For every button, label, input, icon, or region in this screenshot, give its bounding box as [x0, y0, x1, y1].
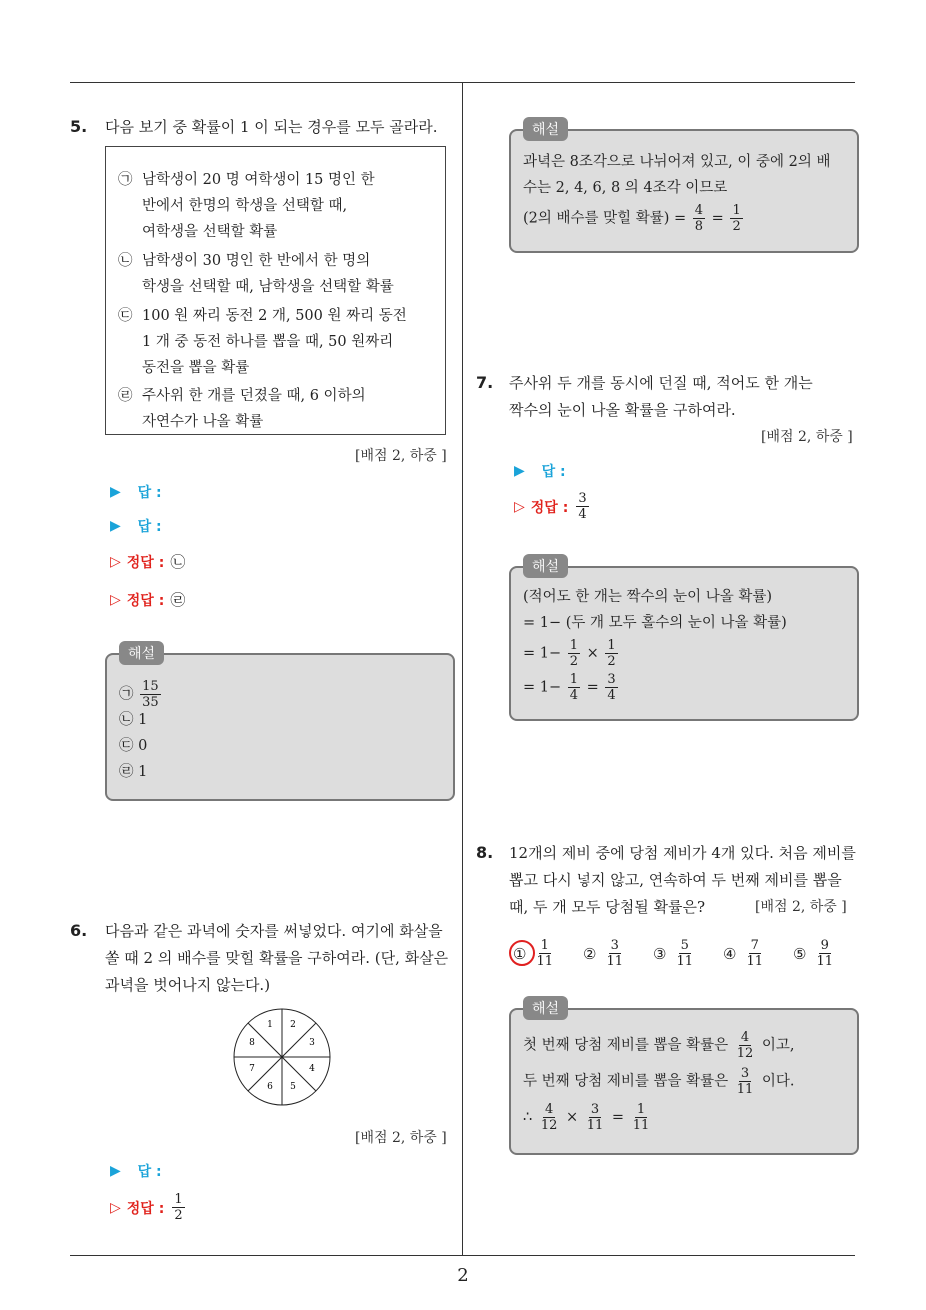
q5-choice-2: ㉡ 남학생이 30 명인 한 반에서 한 명의 학생을 선택할 때, 남학생을 선택할 확률: [118, 253, 394, 295]
target-number: 2: [290, 1020, 296, 1030]
page-number: 2: [457, 1265, 469, 1286]
q5-sol-3: ㉢ 0: [119, 738, 148, 754]
q6-meta: [배점 2, 하중 ]: [355, 1130, 447, 1146]
target-number: 1: [267, 1020, 273, 1030]
q7-number: 7.: [476, 373, 494, 392]
q8-option-1[interactable]: ① $\frac{1}{11}$: [513, 938, 553, 969]
q5-text: 다음 보기 중 확률이 1 이 되는 경우를 모두 골라라.: [105, 118, 438, 136]
q6-answer[interactable]: ▶ 답 :: [110, 1163, 162, 1180]
q5-solution-box: [105, 653, 455, 801]
q8-solution-box: [509, 1008, 859, 1155]
q6-text: 다음과 같은 과녁에 숫자를 써넣었다. 여기에 화살을 쏠 때 2 의 배수를 맞힐 확률을 구하여라. (단, 화살은 과녁을 벗어나지 않는다.): [105, 922, 449, 994]
q6-target-diagram: [232, 1007, 332, 1107]
q5-solution-tab: 해설: [119, 641, 164, 665]
q6-solution-box: [509, 129, 859, 253]
q8-option-4[interactable]: ④ $\frac{7}{11}$: [723, 938, 763, 969]
q5-sol-2: ㉡ 1: [119, 712, 148, 728]
open-triangle-icon: ▷: [110, 553, 121, 570]
q7-sol-line2: = 1− (두 개 모두 홀수의 눈이 나올 확률): [523, 615, 787, 631]
q7-solution-tab: 해설: [523, 554, 568, 578]
target-number: 4: [309, 1064, 315, 1074]
open-triangle-icon: ▷: [110, 1199, 121, 1216]
filled-triangle-icon: ▶: [514, 463, 525, 479]
q5-sol-1: ㉠ $\frac{15}{35}$: [119, 679, 159, 710]
q8-text: 12개의 제비 중에 당첨 제비가 4개 있다. 처음 제비를 뽑고 다시 넣지 않고, 연속하여 두 번째 제비를 뽑을 때, 두 개 모두 당첨될 확률은?: [509, 844, 856, 916]
q5-choice-box: [105, 146, 446, 435]
target-number: 8: [249, 1038, 255, 1048]
q5-meta: [배점 2, 하중 ]: [355, 448, 447, 464]
q8-option-5[interactable]: ⑤ $\frac{9}{11}$: [793, 938, 833, 969]
filled-triangle-icon: ▶: [110, 1163, 121, 1179]
q7-sol-line3: = 1− $\frac{1}{2}$ × $\frac{1}{2}$: [523, 638, 616, 669]
q6-solution-tab: 해설: [523, 117, 568, 141]
filled-triangle-icon: ▶: [110, 518, 121, 534]
q5-number: 5.: [70, 117, 88, 136]
q8-sol-line2: 두 번째 당첨 제비를 뽑을 확률은 $\frac{3}{11}$ 이다.: [523, 1066, 795, 1097]
q5-correct-1: ▷ 정답 : ㉡: [110, 553, 186, 571]
q8-number: 8.: [476, 843, 494, 862]
target-number: 3: [309, 1038, 315, 1048]
target-number: 5: [290, 1082, 296, 1092]
q5-answer-2[interactable]: ▶ 답 :: [110, 518, 162, 535]
q7-meta: [배점 2, 하중 ]: [761, 429, 853, 445]
filled-triangle-icon: ▶: [110, 484, 121, 500]
q7-sol-line4: = 1− $\frac{1}{4}$ = $\frac{3}{4}$: [523, 672, 616, 703]
q6-number: 6.: [70, 921, 88, 940]
q8-solution-tab: 해설: [523, 996, 568, 1020]
q8-meta: [배점 2, 하중 ]: [755, 899, 847, 915]
column-divider: [462, 82, 463, 1255]
q5-sol-4: ㉣ 1: [119, 764, 148, 780]
q7-solution-box: [509, 566, 859, 721]
q5-answer-1[interactable]: ▶ 답 :: [110, 484, 162, 501]
q8-sol-line1: 첫 번째 당첨 제비를 뽑을 확률은 $\frac{4}{12}$ 이고,: [523, 1030, 795, 1061]
q8-option-3[interactable]: ③ $\frac{5}{11}$: [653, 938, 693, 969]
bottom-rule: [70, 1255, 855, 1256]
q6-sol-line2: 수는 2, 4, 6, 8 의 4조각 이므로: [523, 180, 728, 196]
q8-sol-line3: ∴ $\frac{4}{12}$ × $\frac{3}{11}$ = $\frac{1}{11}$: [523, 1102, 650, 1133]
q5-choice-4: ㉣ 주사위 한 개를 던졌을 때, 6 이하의 자연수가 나올 확률: [118, 388, 366, 430]
target-number: 7: [249, 1064, 255, 1074]
q7-answer[interactable]: ▶ 답 :: [514, 463, 566, 480]
q5-correct-2: ▷ 정답 : ㉣: [110, 591, 186, 609]
q6-sol-line1: 과녁은 8조각으로 나뉘어져 있고, 이 중에 2의 배: [523, 154, 831, 170]
open-triangle-icon: ▷: [110, 591, 121, 608]
q7-text: 주사위 두 개를 동시에 던질 때, 적어도 한 개는 짝수의 눈이 나올 확률을 구하여라.: [509, 374, 813, 419]
q8-option-2[interactable]: ② $\frac{3}{11}$: [583, 938, 623, 969]
target-number: 6: [267, 1082, 273, 1092]
q6-correct: ▷ 정답 : $\frac{1}{2}$: [110, 1192, 183, 1223]
q6-sol-line3: (2의 배수를 맞힐 확률) = $\frac{4}{8}$ = $\frac{1}{2}$: [523, 203, 741, 234]
open-triangle-icon: ▷: [514, 498, 525, 515]
q7-sol-line1: (적어도 한 개는 짝수의 눈이 나올 확률): [523, 589, 773, 605]
q5-choice-1: ㉠ 남학생이 20 명 여학생이 15 명인 한 반에서 한명의 학생을 선택할 때, 여학생을 선택할 확률: [118, 172, 375, 240]
q7-correct: ▷ 정답 : $\frac{3}{4}$: [514, 491, 587, 522]
q5-choice-3: ㉢ 100 원 짜리 동전 2 개, 500 원 짜리 동전 1 개 중 동전 하나를 뽑을 때, 50 원짜리 동전을 뽑을 확률: [118, 308, 407, 376]
